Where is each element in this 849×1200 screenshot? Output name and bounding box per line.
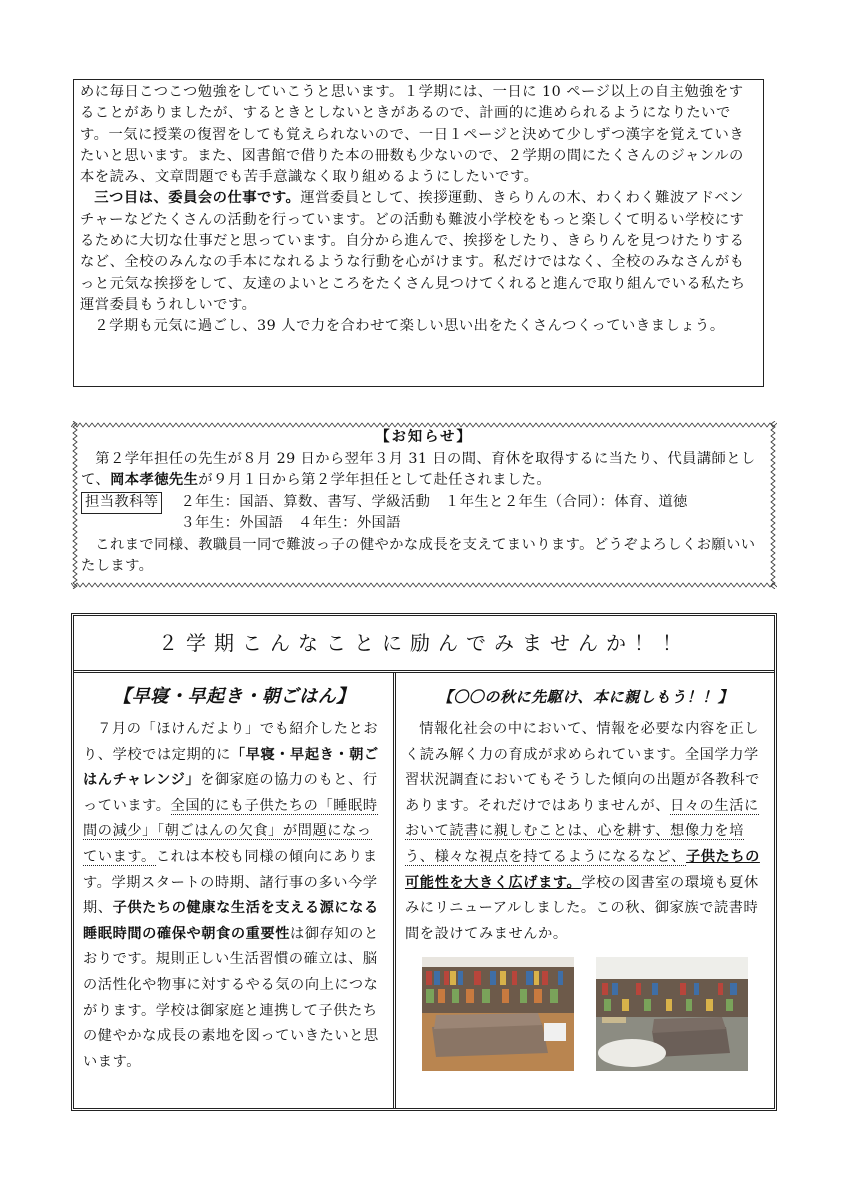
sleep-breakfast-column [74,673,396,1108]
notice-announcement [81,449,767,492]
campaign-section [71,613,777,1111]
subjects-line-2: ３年生：外国語 ４年生：外国語 [180,515,401,531]
library-photos [405,957,766,1071]
sleep-text-1: ７月の「ほけんだより」でも紹介したとおり、学校では定期的に [83,721,379,763]
reading-text-1: 情報化社会の中において、情報を必要な内容を正しく読み解く力の育成が求められています。全国学力学習状況調査においてもそうした傾向の出題が各教科であります。それだけではありませんが、 [405,721,760,814]
essay-box [73,79,764,387]
essay-paragraph-1: めに毎日こつこつ勉強をしていこうと思います。１学期には、一日に 10 ページ以上の自主勉強をすることがありましたが、するときとしないときがあるので、計画的に進められるようになりたいです。一気に授業の復習をしても覚えられないので、一日１ページと決めて少しずつ漢字を覚えていきたいと思います。また、図書館で借りた本の冊数も少ないので、２学期の間にたくさんのジャンルの本を読み、文章問題でも苦手意識なく取り組めるようにしたいです。 [80,84,745,186]
sleep-challenge-name: 「早寝・早起き・朝ごはんチャレンジ」 [83,746,379,789]
sleep-breakfast-body [83,717,385,1075]
notice-title: 【お知らせ】 [375,429,473,445]
subjects-row [81,492,767,535]
campaign-title: ２学期こんなことに励んでみませんか！！ [74,616,774,673]
essay-paragraph-2 [80,188,758,316]
zigzag-border-top [71,421,777,429]
reading-heading: 【〇〇の秋に先駆け、本に親しもう！！】 [437,688,734,706]
essay-heading-committee: 三つ目は、委員会の仕事です。 [94,190,301,207]
teacher-name: 岡本孝徳先生 [110,472,199,488]
notice-announcement-part-1: 第２学年担任の先生が８月 29 日から翌年３月 31 日の間、育休を取得するに当たり、代員講師として、 [81,450,756,488]
reading-emphasis-text: 子供たちの可能性を大きく広げます。 [405,848,760,891]
sleep-text-3: を御家庭の協力のもと、行っています。 [83,772,378,814]
zigzag-border-right [769,421,777,589]
library-photo-2 [596,957,748,1071]
library-photo-1 [422,957,574,1071]
sleep-text-7: は御存知のとおりです。規則正しい生活習慣の確立は、脳の活性化や物事に対するやる気の向上につながります。学校は御家庭と連携して子供たちの健やかな成長の素地を図っていきたいと思います。 [83,925,379,1070]
notice-box [71,421,777,589]
subjects-list [180,492,767,535]
campaign-columns [74,673,774,1108]
reading-text-4: 学校の図書室の環境も夏休みにリニューアルしました。この秋、御家族で読書時間を設けてみませんか。 [405,874,759,942]
sleep-breakfast-heading: 【早寝・早起き・朝ごはん】 [113,686,355,707]
reading-body [405,717,766,947]
reading-column [396,673,774,1108]
notice-announcement-part-2: が９月１日から第２学年担任として赴任されました。 [198,472,552,488]
zigzag-border-left [71,421,79,589]
zigzag-border-bottom [71,581,777,589]
sleep-underlined-text: 全国的にも子供たちの「睡眠時間の減少」「朝ごはんの欠食」が問題になっています。 [83,797,378,865]
sleep-text-5: これは本校も同様の傾向にあります。学期スタートの時期、諸行事の多い今学期、 [83,848,378,917]
notice-closing: これまで同様、教職員一同で難波っ子の健やかな成長を支えてまいります。どうぞよろしくお願いいたします。 [81,536,756,574]
subjects-label: 担当教科等 [81,492,162,514]
subjects-line-1: ２年生：国語、算数、書写、学級活動 １年生と２年生（合同）：体育、道徳 [180,493,688,510]
essay-paragraph-3: ２学期も元気に過ごし、39 人で力を合わせて楽しい思い出をたくさんつくっていきましょう。 [94,318,725,335]
reading-underlined-text: 日々の生活において読書に親しむことは、心を耕す、想像力を培う、様々な視点を持てるようになるなど、 [405,797,759,865]
sleep-emphasis-text: 子供たちの健康な生活を支える源になる睡眠時間の確保や朝食の重要性 [83,900,379,942]
essay-paragraph-2-body: 運営委員として、挨拶運動、きらりんの木、わくわく難波アドベンチャーなどたくさんの活動を行っています。どの活動も難波小学校をもっと楽しくて明るい学校にするために大切な仕事だと思っています。自分から進んで、挨拶をしたり、きらりんを見つけたりするなど、全校のみんなの手本になれるような行動を心がけます。私だけではなく、全校のみなさんがもっと元気な挨拶をして、友達のよいところをたくさん見つけてくれると進んで取り組んでいる私たち運営委員もうれしいです。 [80,190,746,313]
